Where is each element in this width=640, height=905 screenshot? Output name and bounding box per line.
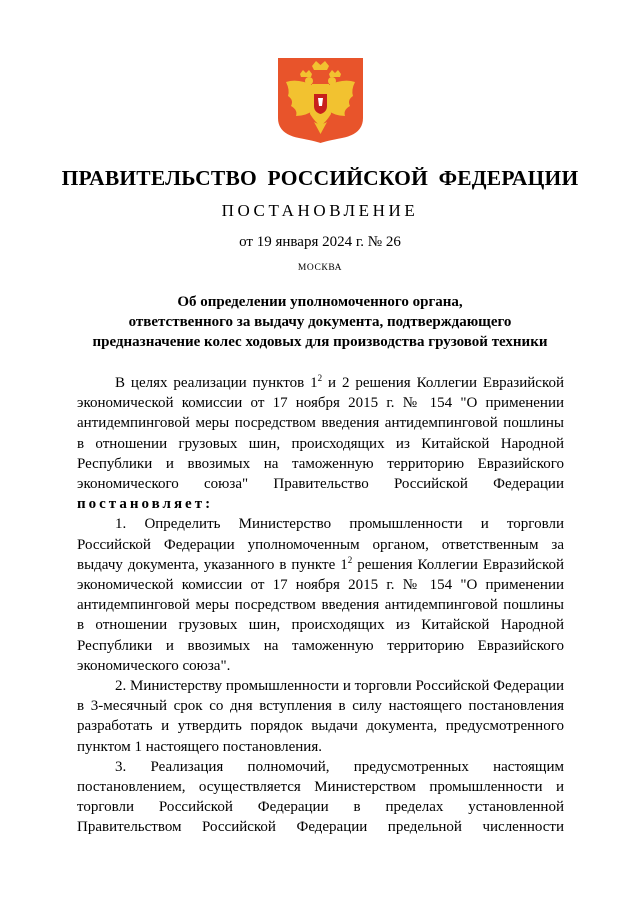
item-3-paragraph: 3. Реализация полномочий, предусмотренных настоящим постановлением, осуществляется Министерством промышленности и торговли Российской Федерации в пределах установленной Правительством Российской Федерации предельной численности (77, 758, 564, 836)
preamble-text: В целях реализации пунктов 1 (115, 375, 318, 391)
document-type: ПОСТАНОВЛЕНИЕ (221, 201, 419, 220)
city: МОСКВА (297, 263, 343, 273)
item-1-text: решения Коллегии Евразийской экономической комиссии от 17 ноября 2015 г. № 154 "О применении антидемпинговой меры посредством введения антидемпинговой пошлины в отношении грузовых шин, происходящих из Китайской Народной Республики и ввозимых на таможенную территорию Евразийского экономического союза". (77, 556, 564, 674)
item-1-text: 1. Определить Министерство промышленности и торговли Российской Федерации уполномоченным органом, ответственным за выдачу документа, указанного в пункте 1 (77, 516, 564, 573)
document-title (0, 292, 640, 352)
title-line: ответственного за выдачу документа, подтверждающего (128, 314, 512, 330)
coat-of-arms-icon (276, 56, 365, 144)
document-date: от 19 января 2024 г. № 26 (239, 234, 401, 250)
resolves-word: постановляет: (77, 496, 214, 513)
superscript: 2 (317, 373, 323, 383)
title-line: Об определении уполномоченного органа, (177, 294, 463, 310)
preamble-text: и 2 решения Коллегии Евразийской экономической комиссии от 17 ноября 2015 г. № 154 "О применении антидемпинговой меры посредством введения антидемпинговой пошлины в отношении грузовых шин, происходящих из Китайской Народной Республики и ввозимых на таможенную территорию Евразийского экономического союза" Правительство Российской Федерации (77, 375, 564, 493)
preamble-paragraph (77, 373, 564, 514)
item-1-paragraph (77, 514, 564, 676)
item-2-paragraph: 2. Министерству промышленности и торговли Российской Федерации в 3-месячный срок со дня вступления в силу настоящего постановления разработать и утвердить порядок выдачи документа, предусмотренного пунктом 1 настоящего постановления. (77, 678, 564, 755)
government-heading: ПРАВИТЕЛЬСТВО РОССИЙСКОЙ ФЕДЕРАЦИИ (61, 166, 579, 190)
title-line: предназначение колес ходовых для производства грузовой техники (92, 334, 548, 350)
document-body (77, 373, 564, 838)
superscript: 2 (347, 554, 353, 565)
